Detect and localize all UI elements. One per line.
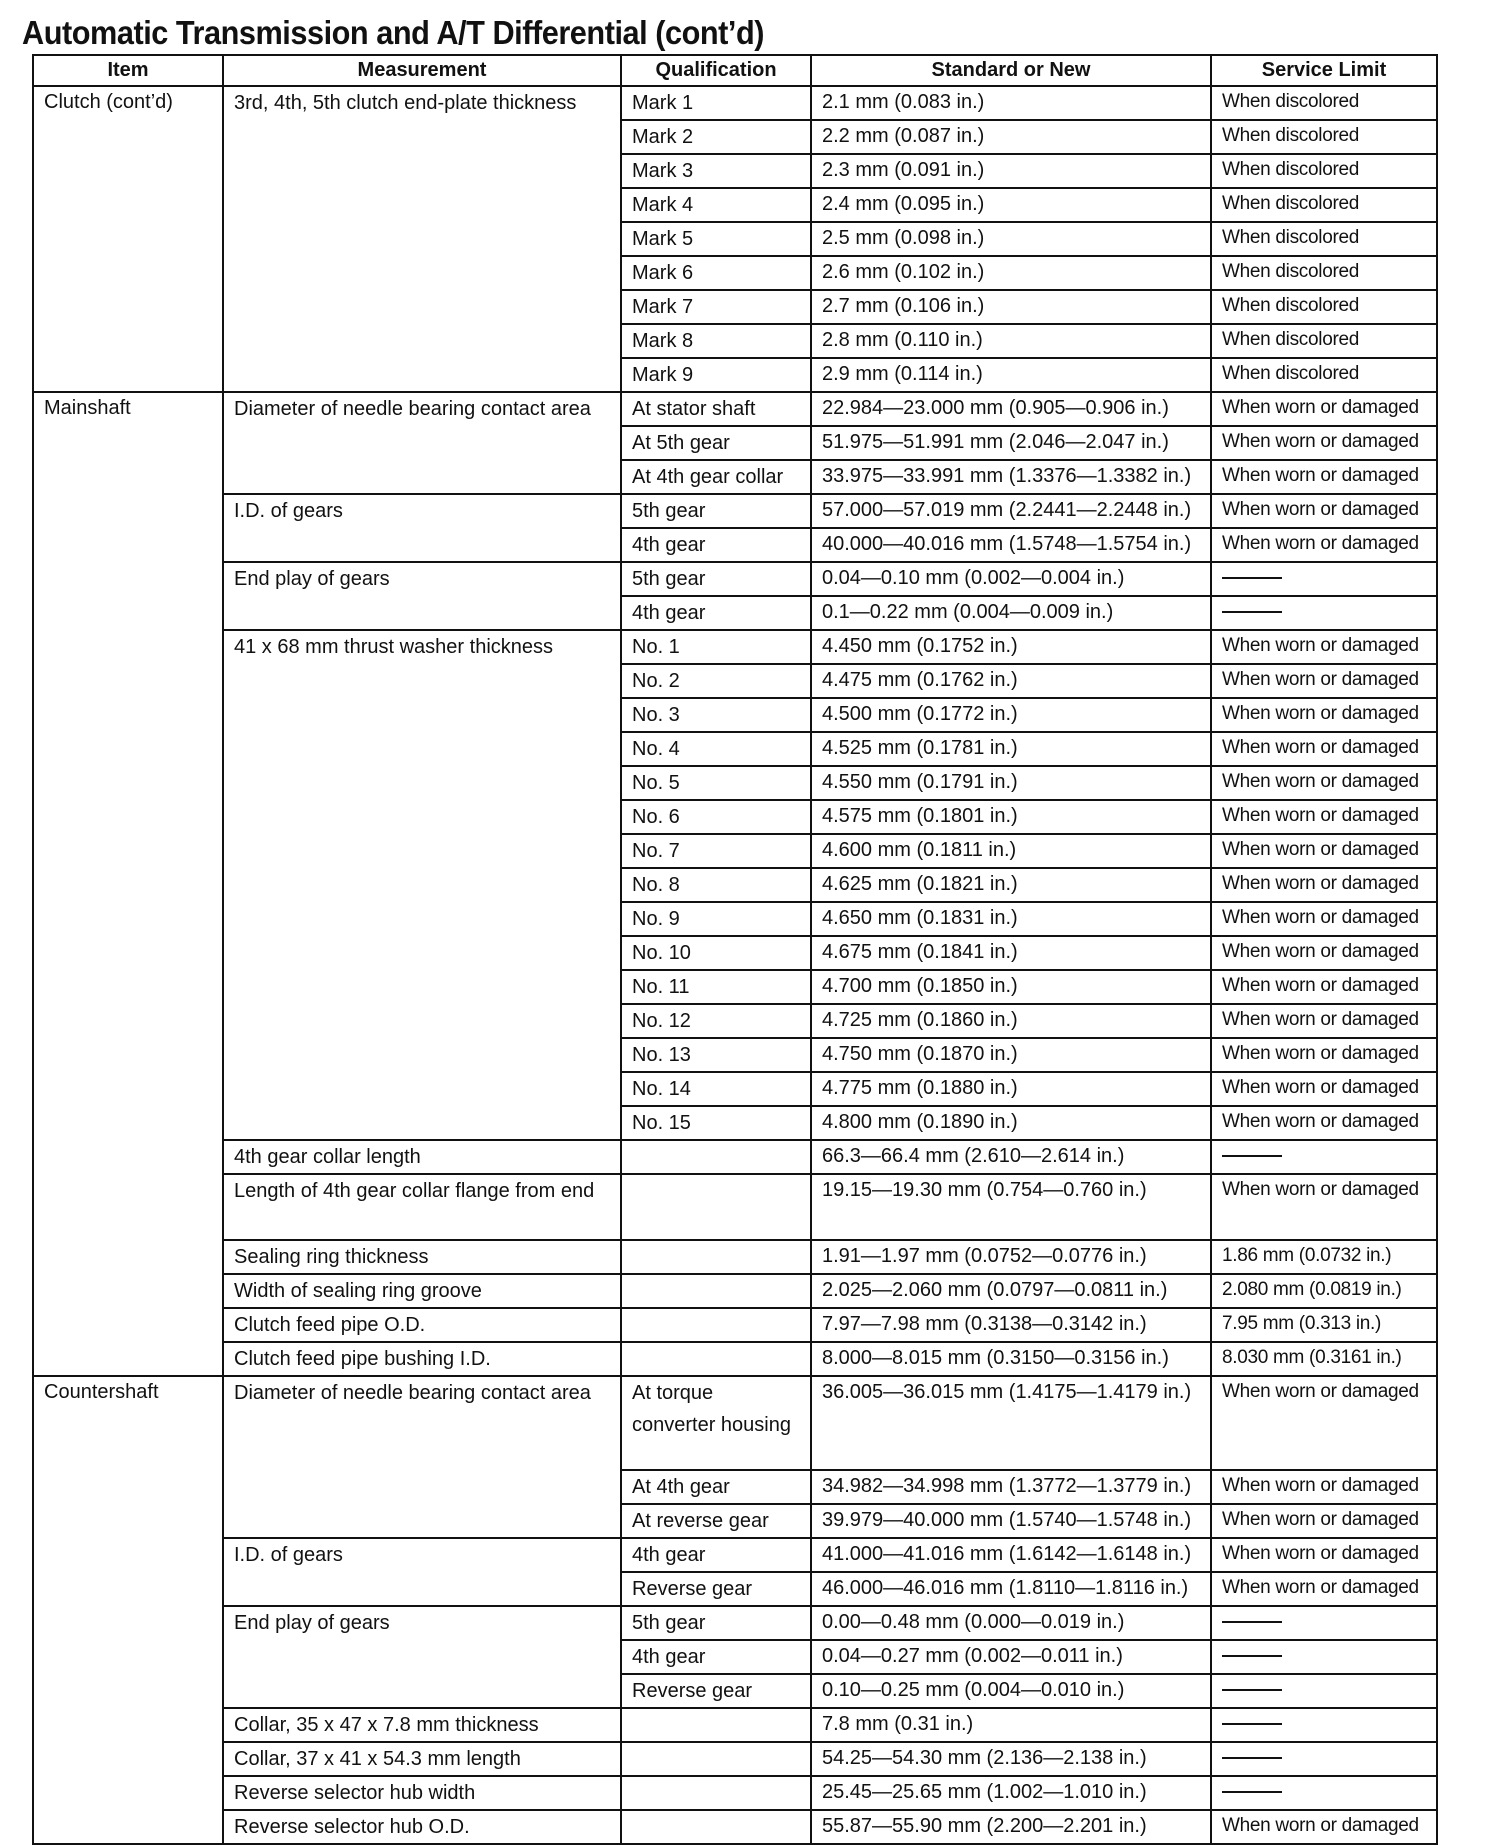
measurement-cell: Collar, 35 x 47 x 7.8 mm thickness	[223, 1708, 621, 1742]
service-limit-cell: When discolored	[1211, 290, 1437, 324]
service-limit-cell: When discolored	[1211, 120, 1437, 154]
qualification-cell: Mark 1	[621, 86, 811, 120]
service-limit-cell: When worn or damaged	[1211, 766, 1437, 800]
measurement-cell: Clutch feed pipe O.D.	[223, 1308, 621, 1342]
standard-cell: 55.87—55.90 mm (2.200—2.201 in.)	[811, 1810, 1211, 1844]
qualification-cell	[621, 1308, 811, 1342]
standard-cell: 39.979—40.000 mm (1.5740—1.5748 in.)	[811, 1504, 1211, 1538]
service-limit-cell: When worn or damaged	[1211, 1106, 1437, 1140]
service-limit-cell: When worn or damaged	[1211, 1376, 1437, 1470]
standard-cell: 4.600 mm (0.1811 in.)	[811, 834, 1211, 868]
table-row	[33, 1810, 1437, 1844]
measurement-cell: Width of sealing ring groove	[223, 1274, 621, 1308]
standard-cell: 2.9 mm (0.114 in.)	[811, 358, 1211, 392]
service-limit-cell: When worn or damaged	[1211, 732, 1437, 766]
qualification-cell: Reverse gear	[621, 1674, 811, 1708]
measurement-cell: I.D. of gears	[223, 494, 621, 562]
service-limit-cell: When worn or damaged	[1211, 630, 1437, 664]
no-limit-dash	[1222, 1757, 1282, 1759]
standard-cell: 2.7 mm (0.106 in.)	[811, 290, 1211, 324]
no-limit-dash	[1222, 1155, 1282, 1157]
qualification-cell	[621, 1342, 811, 1376]
service-limit-cell	[1211, 1776, 1437, 1810]
qualification-cell: No. 6	[621, 800, 811, 834]
page-title: Automatic Transmission and A/T Differential (cont’d)	[22, 14, 765, 51]
qualification-cell: No. 3	[621, 698, 811, 732]
service-limit-cell: When worn or damaged	[1211, 800, 1437, 834]
table-row	[33, 1776, 1437, 1810]
service-limit-cell	[1211, 596, 1437, 630]
qualification-cell: Mark 3	[621, 154, 811, 188]
standard-cell: 4.775 mm (0.1880 in.)	[811, 1072, 1211, 1106]
standard-cell: 40.000—40.016 mm (1.5748—1.5754 in.)	[811, 528, 1211, 562]
table-row	[33, 392, 1437, 426]
spec-table	[32, 54, 1438, 1845]
measurement-cell: Diameter of needle bearing contact area	[223, 1376, 621, 1538]
qualification-cell: 5th gear	[621, 1606, 811, 1640]
no-limit-dash	[1222, 1791, 1282, 1793]
service-limit-cell: When worn or damaged	[1211, 460, 1437, 494]
qualification-cell: No. 15	[621, 1106, 811, 1140]
standard-cell: 54.25—54.30 mm (2.136—2.138 in.)	[811, 1742, 1211, 1776]
spec-body	[33, 86, 1437, 1844]
qualification-cell: At 5th gear	[621, 426, 811, 460]
table-row	[33, 562, 1437, 596]
qualification-cell: No. 7	[621, 834, 811, 868]
table-row	[33, 1376, 1437, 1470]
qualification-cell: No. 4	[621, 732, 811, 766]
no-limit-dash	[1222, 1655, 1282, 1657]
service-limit-cell: When discolored	[1211, 324, 1437, 358]
qualification-cell: Reverse gear	[621, 1572, 811, 1606]
standard-cell: 51.975—51.991 mm (2.046—2.047 in.)	[811, 426, 1211, 460]
no-limit-dash	[1222, 577, 1282, 579]
qualification-cell	[621, 1776, 811, 1810]
service-limit-cell: When worn or damaged	[1211, 970, 1437, 1004]
standard-cell: 4.750 mm (0.1870 in.)	[811, 1038, 1211, 1072]
measurement-cell: 3rd, 4th, 5th clutch end-plate thickness	[223, 86, 621, 392]
service-limit-cell: When discolored	[1211, 222, 1437, 256]
table-row	[33, 1538, 1437, 1572]
table-row	[33, 1708, 1437, 1742]
qualification-cell: At torque converter housing	[621, 1376, 811, 1470]
standard-cell: 4.725 mm (0.1860 in.)	[811, 1004, 1211, 1038]
standard-cell: 4.800 mm (0.1890 in.)	[811, 1106, 1211, 1140]
qualification-cell: 4th gear	[621, 1640, 811, 1674]
standard-cell: 0.1—0.22 mm (0.004—0.009 in.)	[811, 596, 1211, 630]
header-qualification: Qualification	[621, 55, 811, 86]
qualification-cell: Mark 8	[621, 324, 811, 358]
standard-cell: 2.2 mm (0.087 in.)	[811, 120, 1211, 154]
service-limit-cell: 2.080 mm (0.0819 in.)	[1211, 1274, 1437, 1308]
table-row	[33, 1342, 1437, 1376]
standard-cell: 4.625 mm (0.1821 in.)	[811, 868, 1211, 902]
service-limit-cell	[1211, 562, 1437, 596]
measurement-cell: End play of gears	[223, 1606, 621, 1708]
service-limit-cell: When discolored	[1211, 358, 1437, 392]
measurement-cell: Collar, 37 x 41 x 54.3 mm length	[223, 1742, 621, 1776]
service-limit-cell	[1211, 1606, 1437, 1640]
service-limit-cell	[1211, 1674, 1437, 1708]
qualification-cell: Mark 7	[621, 290, 811, 324]
qualification-cell	[621, 1810, 811, 1844]
table-row	[33, 1174, 1437, 1240]
table-row	[33, 1240, 1437, 1274]
service-limit-cell: 7.95 mm (0.313 in.)	[1211, 1308, 1437, 1342]
qualification-cell: Mark 4	[621, 188, 811, 222]
service-limit-cell: When worn or damaged	[1211, 494, 1437, 528]
table-row	[33, 494, 1437, 528]
standard-cell: 57.000—57.019 mm (2.2441—2.2448 in.)	[811, 494, 1211, 528]
standard-cell: 4.475 mm (0.1762 in.)	[811, 664, 1211, 698]
header-row	[33, 55, 1437, 86]
service-limit-cell: When worn or damaged	[1211, 392, 1437, 426]
service-limit-cell: When worn or damaged	[1211, 698, 1437, 732]
table-row	[33, 1274, 1437, 1308]
standard-cell: 7.8 mm (0.31 in.)	[811, 1708, 1211, 1742]
standard-cell: 4.525 mm (0.1781 in.)	[811, 732, 1211, 766]
service-limit-cell: When worn or damaged	[1211, 834, 1437, 868]
item-cell: Mainshaft	[33, 392, 223, 1376]
table-row	[33, 1140, 1437, 1174]
qualification-cell	[621, 1174, 811, 1240]
measurement-cell: 4th gear collar length	[223, 1140, 621, 1174]
qualification-cell: 4th gear	[621, 528, 811, 562]
standard-cell: 34.982—34.998 mm (1.3772—1.3779 in.)	[811, 1470, 1211, 1504]
standard-cell: 2.1 mm (0.083 in.)	[811, 86, 1211, 120]
header-item: Item	[33, 55, 223, 86]
service-limit-cell: When discolored	[1211, 256, 1437, 290]
service-limit-cell: When discolored	[1211, 86, 1437, 120]
service-limit-cell: When worn or damaged	[1211, 1072, 1437, 1106]
qualification-cell: No. 10	[621, 936, 811, 970]
standard-cell: 4.575 mm (0.1801 in.)	[811, 800, 1211, 834]
qualification-cell: No. 1	[621, 630, 811, 664]
service-limit-cell: When worn or damaged	[1211, 1538, 1437, 1572]
qualification-cell: 4th gear	[621, 596, 811, 630]
table-row	[33, 1308, 1437, 1342]
standard-cell: 1.91—1.97 mm (0.0752—0.0776 in.)	[811, 1240, 1211, 1274]
standard-cell: 2.4 mm (0.095 in.)	[811, 188, 1211, 222]
measurement-cell: 41 x 68 mm thrust washer thickness	[223, 630, 621, 1140]
service-limit-cell	[1211, 1708, 1437, 1742]
standard-cell: 19.15—19.30 mm (0.754—0.760 in.)	[811, 1174, 1211, 1240]
no-limit-dash	[1222, 611, 1282, 613]
qualification-cell: No. 5	[621, 766, 811, 800]
standard-cell: 4.675 mm (0.1841 in.)	[811, 936, 1211, 970]
standard-cell: 4.500 mm (0.1772 in.)	[811, 698, 1211, 732]
measurement-cell: Reverse selector hub width	[223, 1776, 621, 1810]
standard-cell: 4.700 mm (0.1850 in.)	[811, 970, 1211, 1004]
item-cell: Clutch (cont’d)	[33, 86, 223, 392]
item-cell: Countershaft	[33, 1376, 223, 1844]
qualification-cell: At reverse gear	[621, 1504, 811, 1538]
no-limit-dash	[1222, 1723, 1282, 1725]
service-limit-cell: When worn or damaged	[1211, 902, 1437, 936]
header-measurement: Measurement	[223, 55, 621, 86]
measurement-cell: Sealing ring thickness	[223, 1240, 621, 1274]
qualification-cell: 5th gear	[621, 494, 811, 528]
measurement-cell: Length of 4th gear collar flange from end	[223, 1174, 621, 1240]
service-limit-cell	[1211, 1640, 1437, 1674]
measurement-cell: Reverse selector hub O.D.	[223, 1810, 621, 1844]
standard-cell: 2.025—2.060 mm (0.0797—0.0811 in.)	[811, 1274, 1211, 1308]
no-limit-dash	[1222, 1621, 1282, 1623]
qualification-cell: No. 11	[621, 970, 811, 1004]
standard-cell: 22.984—23.000 mm (0.905—0.906 in.)	[811, 392, 1211, 426]
qualification-cell: No. 9	[621, 902, 811, 936]
service-limit-cell: 8.030 mm (0.3161 in.)	[1211, 1342, 1437, 1376]
measurement-cell: Clutch feed pipe bushing I.D.	[223, 1342, 621, 1376]
table-row	[33, 86, 1437, 120]
standard-cell: 41.000—41.016 mm (1.6142—1.6148 in.)	[811, 1538, 1211, 1572]
standard-cell: 2.6 mm (0.102 in.)	[811, 256, 1211, 290]
standard-cell: 0.04—0.10 mm (0.002—0.004 in.)	[811, 562, 1211, 596]
standard-cell: 8.000—8.015 mm (0.3150—0.3156 in.)	[811, 1342, 1211, 1376]
qualification-cell: 5th gear	[621, 562, 811, 596]
qualification-cell: No. 14	[621, 1072, 811, 1106]
service-limit-cell: When worn or damaged	[1211, 664, 1437, 698]
standard-cell: 4.650 mm (0.1831 in.)	[811, 902, 1211, 936]
service-limit-cell: When worn or damaged	[1211, 1038, 1437, 1072]
service-limit-cell: When worn or damaged	[1211, 1004, 1437, 1038]
header-standard: Standard or New	[811, 55, 1211, 86]
service-limit-cell: 1.86 mm (0.0732 in.)	[1211, 1240, 1437, 1274]
standard-cell: 4.550 mm (0.1791 in.)	[811, 766, 1211, 800]
service-limit-cell: When worn or damaged	[1211, 1504, 1437, 1538]
table-row	[33, 630, 1437, 664]
qualification-cell: Mark 9	[621, 358, 811, 392]
qualification-cell	[621, 1140, 811, 1174]
service-limit-cell	[1211, 1140, 1437, 1174]
standard-cell: 0.04—0.27 mm (0.002—0.011 in.)	[811, 1640, 1211, 1674]
standard-cell: 2.3 mm (0.091 in.)	[811, 154, 1211, 188]
qualification-cell: At 4th gear collar	[621, 460, 811, 494]
table-row	[33, 1606, 1437, 1640]
qualification-cell: At 4th gear	[621, 1470, 811, 1504]
service-limit-cell	[1211, 1742, 1437, 1776]
service-limit-cell: When discolored	[1211, 154, 1437, 188]
service-limit-cell: When worn or damaged	[1211, 936, 1437, 970]
standard-cell: 4.450 mm (0.1752 in.)	[811, 630, 1211, 664]
qualification-cell: No. 2	[621, 664, 811, 698]
header-service-limit: Service Limit	[1211, 55, 1437, 86]
standard-cell: 33.975—33.991 mm (1.3376—1.3382 in.)	[811, 460, 1211, 494]
standard-cell: 2.5 mm (0.098 in.)	[811, 222, 1211, 256]
service-limit-cell: When worn or damaged	[1211, 1174, 1437, 1240]
qualification-cell: Mark 5	[621, 222, 811, 256]
table-row	[33, 1742, 1437, 1776]
qualification-cell: No. 8	[621, 868, 811, 902]
service-limit-cell: When worn or damaged	[1211, 1572, 1437, 1606]
service-limit-cell: When worn or damaged	[1211, 528, 1437, 562]
standard-cell: 0.00—0.48 mm (0.000—0.019 in.)	[811, 1606, 1211, 1640]
qualification-cell: No. 13	[621, 1038, 811, 1072]
qualification-cell: At stator shaft	[621, 392, 811, 426]
standard-cell: 2.8 mm (0.110 in.)	[811, 324, 1211, 358]
standard-cell: 7.97—7.98 mm (0.3138—0.3142 in.)	[811, 1308, 1211, 1342]
service-limit-cell: When worn or damaged	[1211, 426, 1437, 460]
standard-cell: 66.3—66.4 mm (2.610—2.614 in.)	[811, 1140, 1211, 1174]
standard-cell: 36.005—36.015 mm (1.4175—1.4179 in.)	[811, 1376, 1211, 1470]
standard-cell: 0.10—0.25 mm (0.004—0.010 in.)	[811, 1674, 1211, 1708]
qualification-cell: 4th gear	[621, 1538, 811, 1572]
service-limit-cell: When worn or damaged	[1211, 868, 1437, 902]
no-limit-dash	[1222, 1689, 1282, 1691]
qualification-cell	[621, 1708, 811, 1742]
qualification-cell	[621, 1274, 811, 1308]
service-limit-cell: When discolored	[1211, 188, 1437, 222]
standard-cell: 25.45—25.65 mm (1.002—1.010 in.)	[811, 1776, 1211, 1810]
qualification-cell: No. 12	[621, 1004, 811, 1038]
qualification-cell: Mark 6	[621, 256, 811, 290]
measurement-cell: I.D. of gears	[223, 1538, 621, 1606]
qualification-cell	[621, 1742, 811, 1776]
qualification-cell: Mark 2	[621, 120, 811, 154]
measurement-cell: End play of gears	[223, 562, 621, 630]
standard-cell: 46.000—46.016 mm (1.8110—1.8116 in.)	[811, 1572, 1211, 1606]
service-limit-cell: When worn or damaged	[1211, 1810, 1437, 1844]
service-limit-cell: When worn or damaged	[1211, 1470, 1437, 1504]
qualification-cell	[621, 1240, 811, 1274]
measurement-cell: Diameter of needle bearing contact area	[223, 392, 621, 494]
